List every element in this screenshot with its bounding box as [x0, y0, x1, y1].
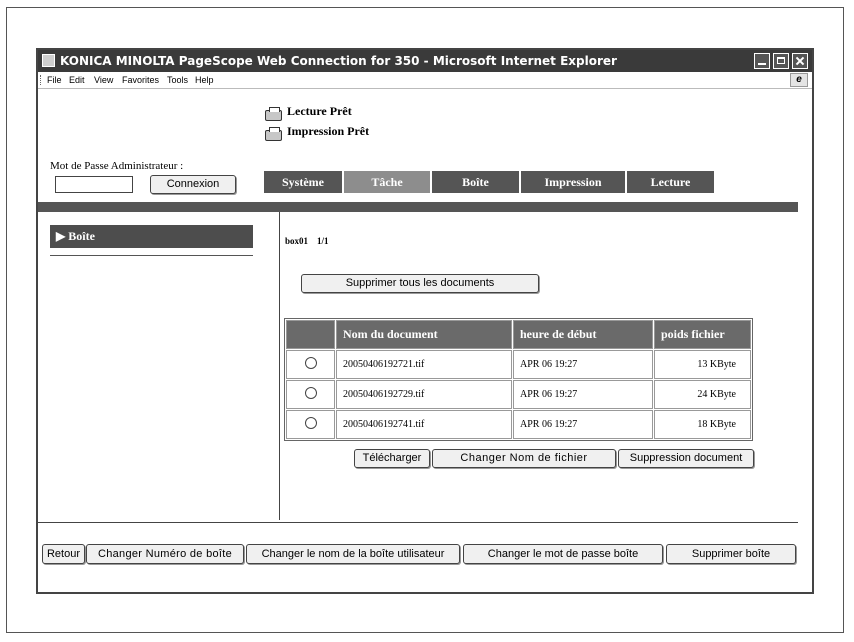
select-cell: [286, 380, 335, 409]
rename-file-button[interactable]: Changer Nom de fichier: [432, 449, 616, 468]
document-radio[interactable]: [305, 357, 317, 369]
document-time: APR 06 19:27: [513, 410, 653, 439]
menu-help[interactable]: Help: [195, 75, 214, 85]
delete-all-documents-button[interactable]: Supprimer tous les documents: [301, 274, 539, 293]
tab-boite[interactable]: Boîte: [432, 171, 519, 193]
connect-button[interactable]: Connexion: [150, 175, 236, 194]
sidebar-underline: [50, 255, 253, 256]
minimize-icon[interactable]: [754, 53, 770, 69]
change-box-password-button[interactable]: Changer le mot de passe boîte: [463, 544, 663, 564]
sidebar-item-boite[interactable]: [50, 225, 253, 248]
sidebar-item-label: Boîte: [68, 229, 95, 243]
column-header-time: heure de début: [513, 320, 653, 349]
window-title: KONICA MINOLTA PageScope Web Connection for 350 - Microsoft Internet Explorer: [60, 54, 617, 68]
document-name: 20050406192729.tif: [336, 380, 512, 409]
printer-icon: [265, 130, 282, 141]
document-radio[interactable]: [305, 387, 317, 399]
menu-view[interactable]: View: [94, 75, 114, 85]
content-divider: [279, 212, 280, 520]
menu-bar: [38, 72, 812, 89]
scan-status: Lecture Prêt: [287, 104, 352, 118]
document-size: 24 KByte: [654, 380, 751, 409]
select-cell: [286, 350, 335, 379]
browser-window: [36, 48, 814, 594]
tab-impression[interactable]: Impression: [521, 171, 625, 193]
download-button[interactable]: Télécharger: [354, 449, 430, 468]
change-user-box-name-button[interactable]: Changer le nom de la boîte utilisateur: [246, 544, 460, 564]
select-cell: [286, 410, 335, 439]
menu-edit[interactable]: Edit: [69, 75, 85, 85]
admin-password-label: Mot de Passe Administrateur :: [50, 160, 184, 172]
windows-logo-icon: e: [790, 73, 808, 87]
document-radio[interactable]: [305, 417, 317, 429]
footer-divider: [38, 522, 798, 523]
admin-password-input[interactable]: [55, 176, 133, 193]
triangle-right-icon: ▶: [56, 229, 66, 243]
table-row: [286, 380, 751, 409]
column-header-select: [286, 320, 335, 349]
document-size: 18 KByte: [654, 410, 751, 439]
change-box-number-button[interactable]: Changer Numéro de boîte: [86, 544, 244, 564]
header-divider-bar: [38, 202, 798, 212]
column-header-size: poids fichier: [654, 320, 751, 349]
title-bar: [38, 50, 812, 72]
document-time: APR 06 19:27: [513, 380, 653, 409]
document-time: APR 06 19:27: [513, 350, 653, 379]
tab-tache[interactable]: Tâche: [344, 171, 430, 193]
box-page: 1/1: [317, 236, 329, 246]
document-name: 20050406192721.tif: [336, 350, 512, 379]
menu-tools[interactable]: Tools: [167, 75, 189, 85]
column-header-name: Nom du document: [336, 320, 512, 349]
maximize-icon[interactable]: [773, 53, 789, 69]
delete-document-button[interactable]: Suppression document: [618, 449, 754, 468]
table-row: [286, 350, 751, 379]
close-icon[interactable]: [792, 53, 808, 69]
ie-app-icon: [42, 54, 55, 67]
scanner-icon: [265, 110, 282, 121]
table-row: [286, 410, 751, 439]
documents-table: [284, 318, 753, 441]
menu-favorites[interactable]: Favorites: [122, 75, 160, 85]
box-name: box01: [285, 236, 309, 246]
print-status: Impression Prêt: [287, 124, 370, 138]
document-size: 13 KByte: [654, 350, 751, 379]
tab-systeme[interactable]: Système: [264, 171, 342, 193]
delete-box-button[interactable]: Supprimer boîte: [666, 544, 796, 564]
menu-file[interactable]: File: [47, 75, 62, 85]
table-header-row: [286, 320, 751, 349]
toolbar-grip-icon: [40, 75, 43, 85]
tab-lecture[interactable]: Lecture: [627, 171, 714, 193]
document-name: 20050406192741.tif: [336, 410, 512, 439]
back-button[interactable]: Retour: [42, 544, 85, 564]
